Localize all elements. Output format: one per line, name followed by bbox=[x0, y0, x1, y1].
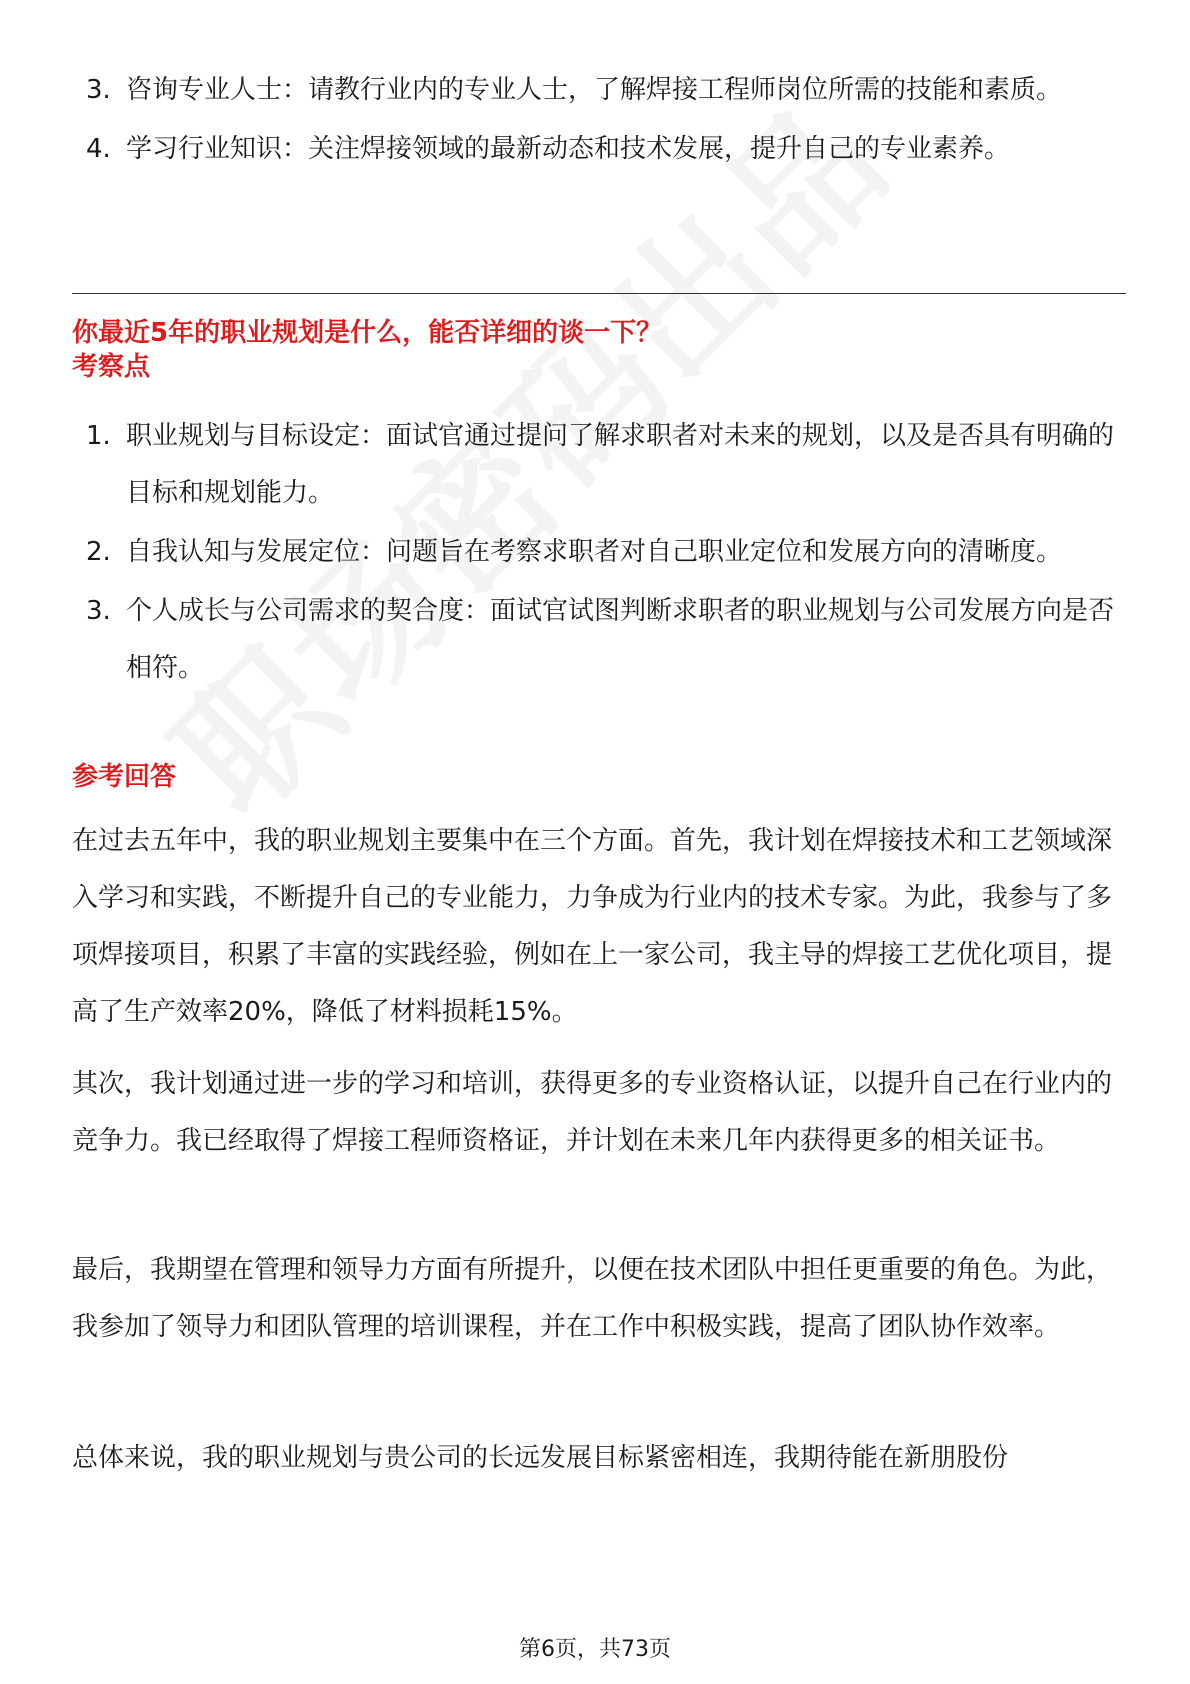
list-item-text: 学习行业知识：关注焊接领域的最新动态和技术发展，提升自己的专业素养。 bbox=[126, 134, 1011, 164]
list-item-number: 3. bbox=[86, 596, 111, 626]
top-list bbox=[78, 62, 1118, 178]
list-item-number: 1. bbox=[86, 421, 111, 451]
answer-paragraph: 在过去五年中，我的职业规划主要集中在三个方面。首先，我计划在焊接技术和工艺领域深入学习和实践，不断提升自己的专业能力，力争成为行业内的技术专家。为此，我参与了多项焊接项目，积累了丰富的实践经验，例如在上一家公司，我主导的焊接工艺优化项目，提高了生产效率20%，降低了材料损耗15%。 bbox=[72, 826, 1113, 1027]
examine-list bbox=[78, 408, 1118, 697]
list-item-number: 2. bbox=[86, 537, 111, 567]
examine-heading: 考察点 bbox=[72, 352, 151, 382]
answer-paragraph: 最后，我期望在管理和领导力方面有所提升，以便在技术团队中担任更重要的角色。为此，我参加了领导力和团队管理的培训课程，并在工作中积极实践，提高了团队协作效率。 bbox=[72, 1255, 1113, 1342]
answer-paragraph: 总体来说，我的职业规划与贵公司的长远发展目标紧密相连，我期待能在新朋股份 bbox=[72, 1443, 1009, 1473]
list-item-text: 职业规划与目标设定：面试官通过提问了解求职者对未来的规划，以及是否具有明确的目标和规划能力。 bbox=[126, 421, 1115, 508]
list-item bbox=[78, 408, 1118, 522]
list-item-text: 自我认知与发展定位：问题旨在考察求职者对自己职业定位和发展方向的清晰度。 bbox=[126, 537, 1063, 567]
list-item bbox=[78, 121, 1118, 178]
list-item-text: 个人成长与公司需求的契合度：面试官试图判断求职者的职业规划与公司发展方向是否相符。 bbox=[126, 596, 1115, 683]
answer-heading: 参考回答 bbox=[72, 762, 177, 792]
page-footer: 第6页，共73页 bbox=[519, 1637, 671, 1662]
list-item-number: 3. bbox=[86, 75, 111, 105]
list-item bbox=[78, 62, 1118, 119]
list-item bbox=[78, 583, 1118, 697]
list-item-number: 4. bbox=[86, 134, 111, 164]
question-title: 你最近5年的职业规划是什么，能否详细的谈一下？ bbox=[72, 318, 663, 348]
list-item-text: 咨询专业人士：请教行业内的专业人士，了解焊接工程师岗位所需的技能和素质。 bbox=[126, 75, 1063, 105]
section-divider bbox=[72, 293, 1126, 294]
list-item bbox=[78, 524, 1118, 581]
answer-paragraph: 其次，我计划通过进一步的学习和培训，获得更多的专业资格认证，以提升自己在行业内的竞争力。我已经取得了焊接工程师资格证，并计划在未来几年内获得更多的相关证书。 bbox=[72, 1069, 1113, 1156]
